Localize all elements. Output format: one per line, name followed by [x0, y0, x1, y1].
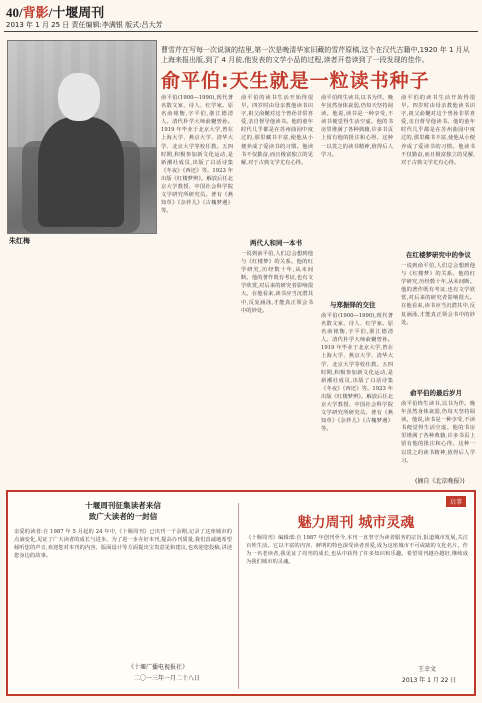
article-column-4: 俞平伯的读书生活开始得很早。四岁时由母亲教他读书识字,祖父俞樾对这个曾孙非常喜爱,亲自督导他读书。他的童年时代几乎都是在苏州曲园中度过的,那里藏书丰富,使他从小便养成了爱读书的习惯。他读书不仅勤奋,而且极富独立的见解,对于古典文学尤有心得。 — [401, 95, 475, 166]
article-lead: 曹雪芹在写每一次说演的结里,第一次是晚清华家旧藏的雪芹原稿,这个在汉代古籍中,1920 年 1 月从上海来报出版,到了 4 月前,他发表的文学小品的过程,读者开卷读到了一段发现的佳作。 — [161, 46, 470, 64]
article-column-1: 俞平伯(1900—1990),现代著名散文家、诗人、红学家。原名俞铭衡,字平伯,浙江德清人。清代朴学大师俞樾曾孙。1919 年毕业于北京大学,曾在上海大学、燕京大学、清华大学、北京大学等校任教。五四时期,积极参加新文化运动,是新潮社成员,出版了白话诗集《冬夜》《西还》等。1923 年出版《红楼梦辨》。解放后任北京大学教授、中国社会科学院文学研究所研究员。著有《燕知草》《杂拌儿》《古槐梦遇》等。 — [161, 95, 233, 215]
reader-name: 王幸文 — [418, 666, 437, 673]
article-column-3b: 俞平伯(1900—1990),现代著名散文家、诗人、红学家。原名俞铭衡,字平伯,浙江德清人。清代朴学大师俞樾曾孙。1919 年毕业于北京大学,曾在上海大学、燕京大学、清华大学、北京大学等校任教。五四时期,积极参加新文化运动,是新潮社成员,出版了白话诗集《冬夜》《西还》等。1923 年出版《红楼梦辨》。解放后任北京大学教授、中国社会科学院文学研究所研究员。著有《燕知草》《杂拌儿》《古槐梦遇》等。 — [321, 313, 393, 433]
subhead-2: 与郑振铎的交往 — [330, 301, 376, 309]
section-name: 背影 — [22, 5, 49, 20]
portrait-photo — [7, 40, 157, 234]
letter-title-1: 十堰周刊征集读者来信 — [85, 501, 161, 510]
notice-tag: 启事 — [446, 496, 466, 507]
reader-date: 2013 年 1 月 22 日 — [402, 677, 457, 684]
header-rule — [4, 31, 478, 32]
reader-letter-text: 《十堰周刊》编辑部:自 1987 年创刊至今,本刊一直坚守为读者服务的宗旨,报道城市发展,关注百姓生活。它以丰富的内容、鲜明的特色深受读者喜爱,成为这座城市不可或缺的文化名片。作为一名老读者,我见证了周刊的成长,也从中获得了许多知识和乐趣。希望周刊越办越好,继续成为我们城市的灵魂。 — [246, 535, 468, 566]
page-number: 40 — [6, 5, 19, 20]
article-byline: (摘自《北京晚报》) — [415, 478, 465, 485]
article-column-4b: 一说到俞平伯,人们总会想到他与《红楼梦》的关系。他的红学研究,历经数十年,从未间断。他的著作既有考证,也有文学欣赏,对后来的研究者影响很大。在他看来,读书应当沉潜其中,反复涵泳,才能真正领会书中的妙处。 — [401, 263, 475, 326]
page-header — [0, 0, 482, 34]
article-column-2: 俞平伯的读书生活开始得很早。四岁时由母亲教他读书识字,祖父俞樾对这个曾孙非常喜爱,亲自督导他读书。他的童年时代几乎都是在苏州曲园中度过的,那里藏书丰富,使他从小便养成了爱读书的习惯。他读书不仅勤奋,而且极富独立的见解,对于古典文学尤有心得。 — [241, 95, 313, 166]
article-column-2b: 一说到俞平伯,人们总会想到他与《红楼梦》的关系。他的红学研究,历经数十年,从未间断。他的著作既有考证,也有文学欣赏,对后来的研究者影响很大。在他看来,读书应当沉潜其中,反复涵泳,才能真正领会书中的妙处。 — [241, 251, 313, 314]
article-column-3: 俞平伯终生读书,以书为伴。晚年虽然身体衰弱,仍每天坚持阅读。他说,读书是一种享受,不读书便觉得生活空虚。他的书房里堆满了各种典籍,许多书页上留有他的批注和心得。这种一以贯之的读书精神,值得后人学习。 — [321, 95, 393, 158]
subhead-1: 两代人和同一本书 — [250, 239, 302, 247]
date-line: 2013 年 1 月 25 日 责任编辑:李满银 版式:吕大芳 — [6, 21, 163, 29]
column-name: 十堰周刊 — [52, 5, 105, 20]
article-column-4c: 俞平伯终生读书,以书为伴。晚年虽然身体衰弱,仍每天坚持阅读。他说,读书是一种享受,不读书便觉得生活空虚。他的书房里堆满了各种典籍,许多书页上留有他的批注和心得。这种一以贯之的读书精神,值得后人学习。 — [401, 401, 475, 464]
letter-sign-org: 《十堰广播电视报社》 — [128, 664, 189, 671]
box-section-title: 魅力周刊 城市灵魂 — [297, 515, 415, 531]
subhead-4: 俞平伯的最后岁月 — [410, 389, 462, 397]
letter-text: 亲爱的读者:自 1987 年 5 月起的 24 年中,《十堰周刊》已出刊一千余期,记录了这座城市的点滴变化,见证了广大读者的成长与进步。为了进一步办好本刊,提高办刊质量,我们真诚地希望倾听您的声音,欢迎您对本刊的内容、版面设计等方面提出宝贵意见和建议,也欢迎您投稿,讲述您身边的故事。 — [14, 529, 232, 560]
article-title: 俞平伯:天生就是一粒读书种子 — [161, 70, 430, 92]
letter-title-2: 致广大读者的一封信 — [88, 512, 158, 521]
box-divider — [238, 503, 239, 689]
subhead-3: 在红楼梦研究中的争议 — [406, 251, 471, 259]
letter-sign-date: 二〇一三年一月二十八日 — [134, 675, 201, 682]
page-number-section: 40/背影/十堰周刊 — [6, 5, 105, 20]
photo-caption: 朱红梅 — [9, 237, 30, 245]
